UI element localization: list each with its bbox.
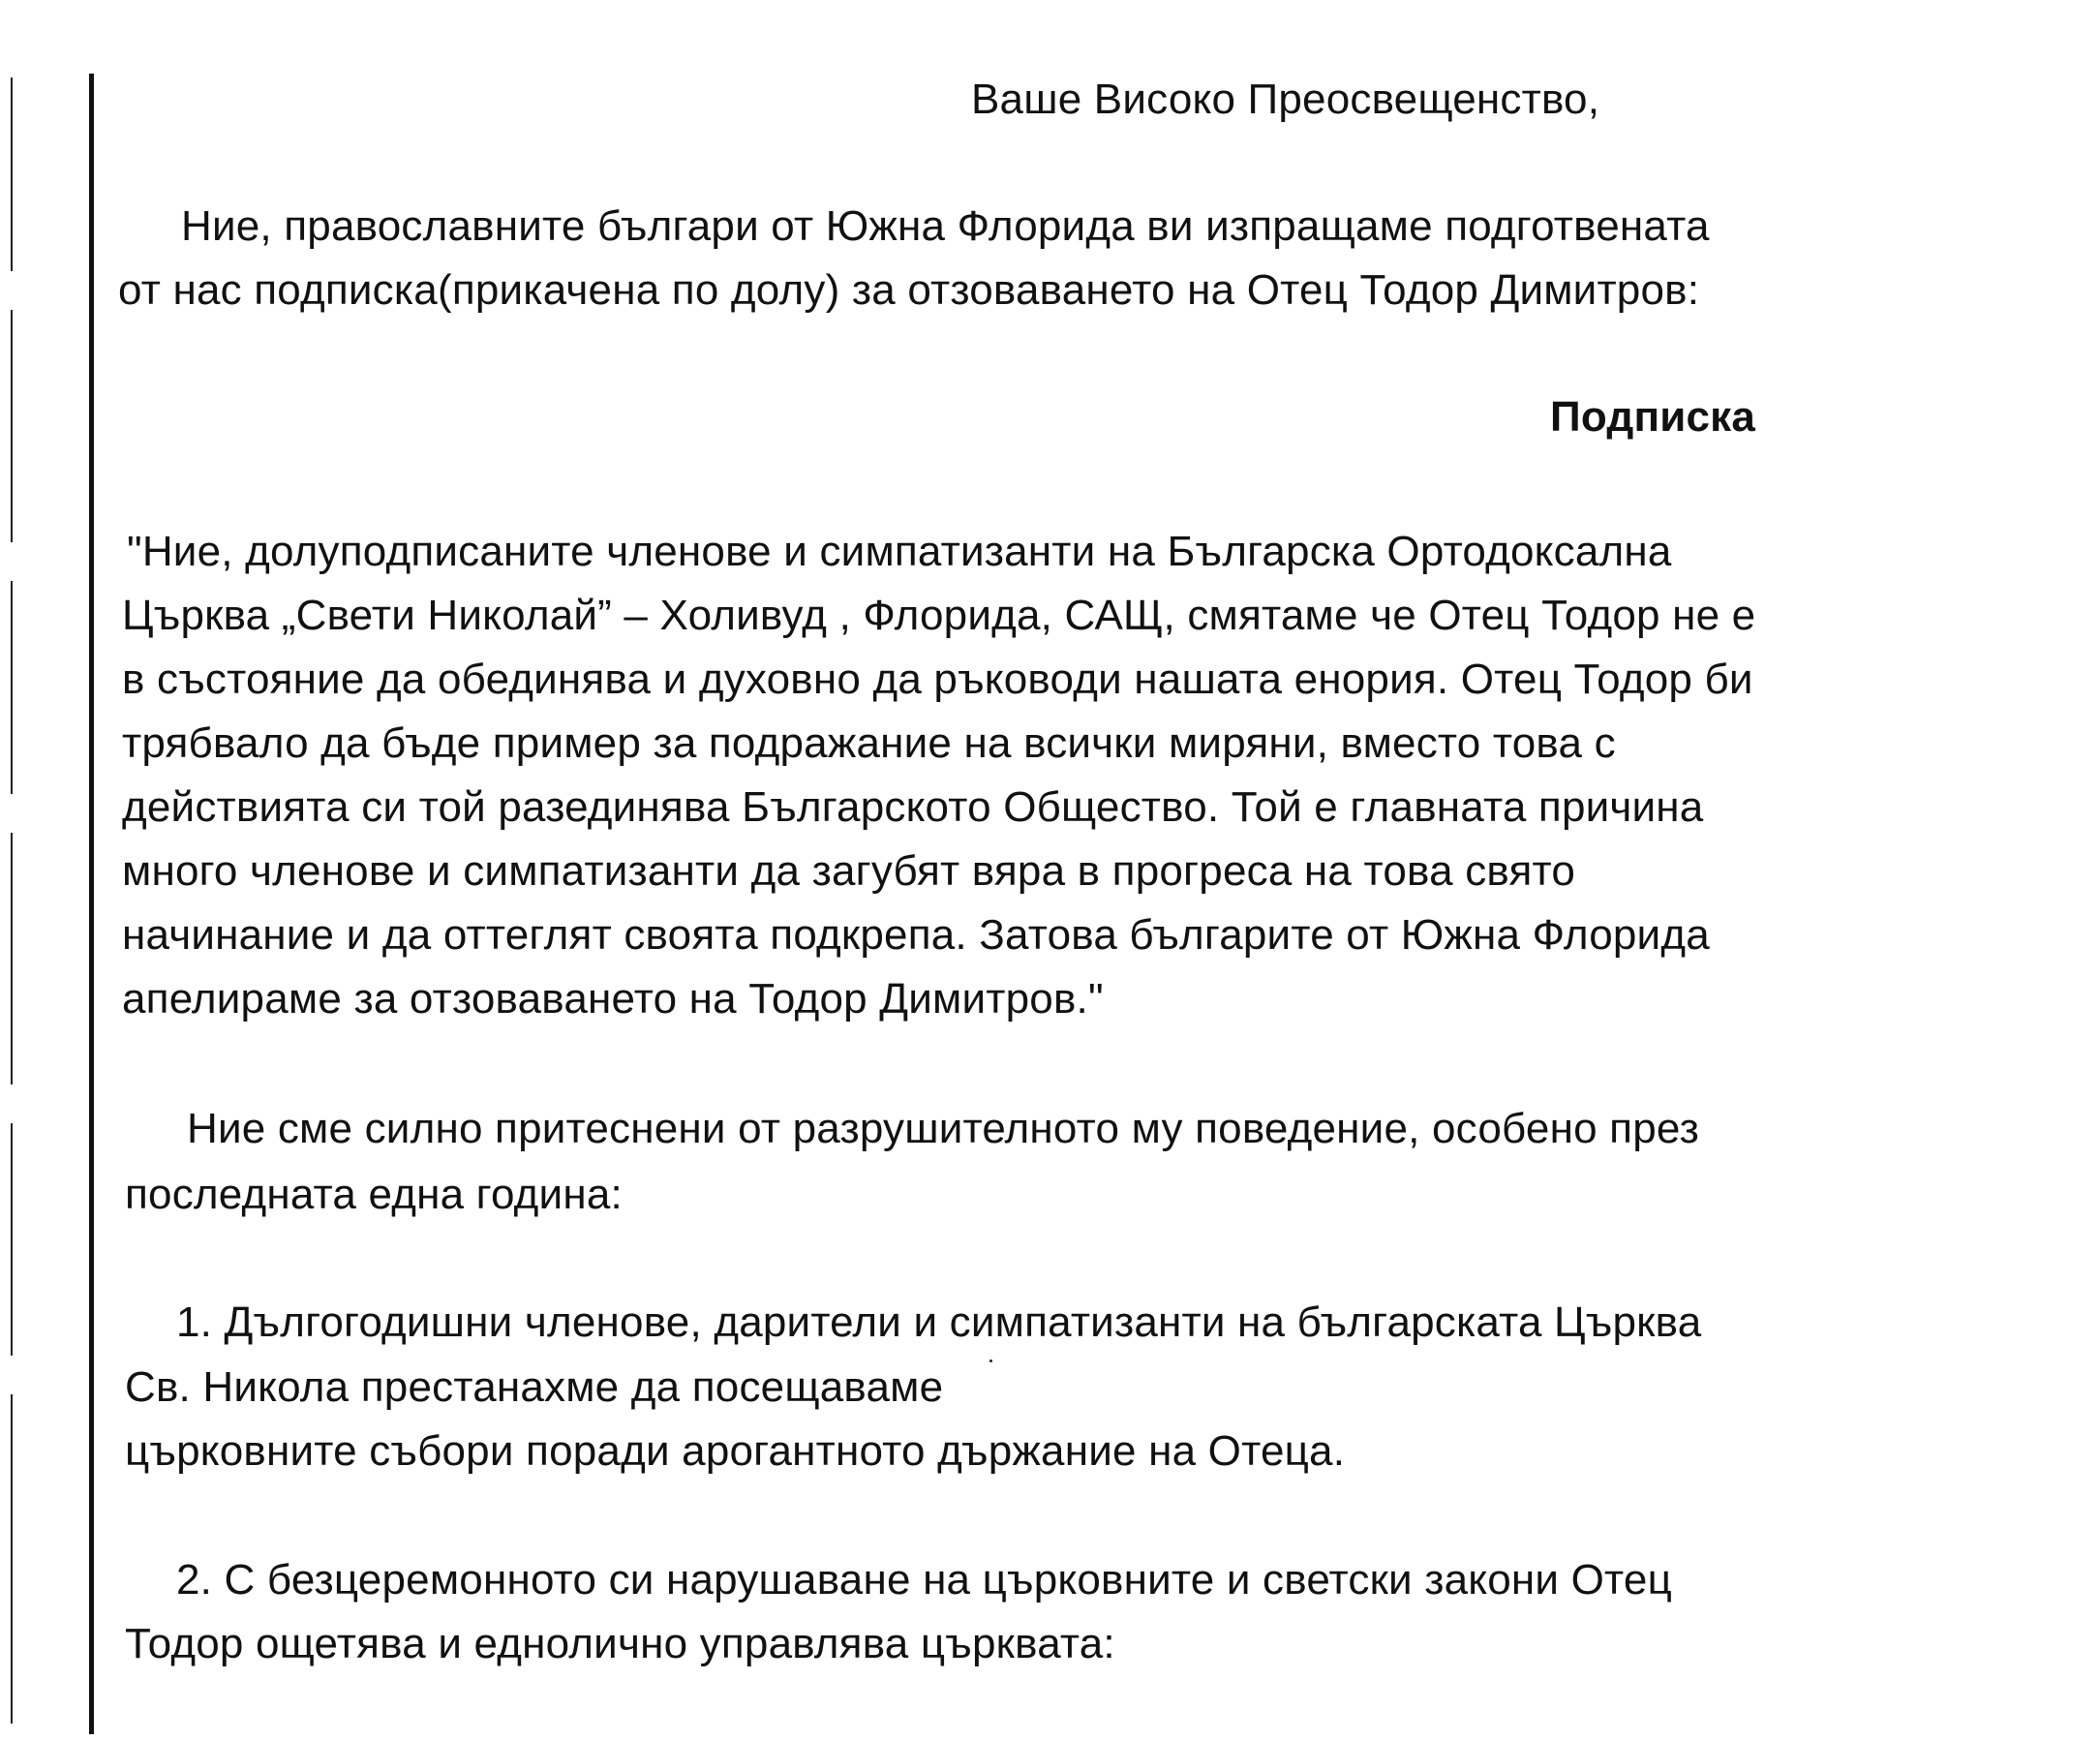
petition-line: в състояние да обединява и духовно да ръководи нашата енория. Отец Тодор би: [122, 656, 1753, 703]
petition-line: много членове и симпатизанти да загубят вяра в прогреса на това свято: [122, 847, 1576, 895]
scan-edge-mark: [11, 833, 13, 1084]
margin-rule: [89, 74, 94, 1734]
point-1-line: Св. Никола престанахме да посещаваме: [125, 1363, 944, 1411]
scan-edge-mark: [11, 1123, 13, 1356]
petition-line: действията си той разединява Българското Общество. Той е главната причина: [122, 783, 1704, 831]
scan-edge-mark: [11, 1394, 13, 1724]
concern-line: последната една година:: [125, 1171, 623, 1218]
concern-line: Ние сме силно притеснени от разрушителното му поведение, особено през: [187, 1105, 1699, 1152]
scan-speck: [989, 1359, 992, 1362]
point-1-line: 1. Дългогодишни членове, дарители и симпатизанти на българската Църква: [176, 1298, 1702, 1346]
petition-line: трябвало да бъде пример за подражание на всички миряни, вместо това с: [122, 719, 1616, 767]
intro-line: Ние, православните българи от Южна Флорида ви изпращаме подготвената: [181, 202, 1710, 250]
scan-edge-mark: [11, 581, 13, 794]
petition-line: апелираме за отзоваването на Тодор Димитров.": [122, 975, 1104, 1023]
scan-edge-mark: [11, 77, 13, 271]
salutation: Ваше Високо Преосвещенство,: [971, 76, 1600, 123]
scan-edge-mark: [11, 310, 13, 542]
intro-line: от нас подписка(прикачена по долу) за отзоваването на Отец Тодор Димитров:: [118, 266, 1700, 314]
petition-line: Църква „Свети Николай” – Холивуд , Флорида, САЩ, смятаме че Отец Тодор не е: [122, 592, 1756, 639]
petition-line: "Ние, долуподписаните членове и симпатизанти на Българска Ортодоксална: [127, 528, 1672, 575]
point-1-line: църковните събори поради арогантното държание на Отеца.: [125, 1427, 1346, 1475]
petition-line: начинание и да оттеглят своята подкрепа. Затова българите от Южна Флорида: [122, 911, 1710, 959]
point-2-line: 2. С безцеремонното си нарушаване на църковните и светски закони Отец: [176, 1556, 1672, 1604]
point-2-line: Тодор ощетява и еднолично управлява църквата:: [125, 1620, 1115, 1667]
petition-heading: Подписка: [1550, 393, 1756, 441]
